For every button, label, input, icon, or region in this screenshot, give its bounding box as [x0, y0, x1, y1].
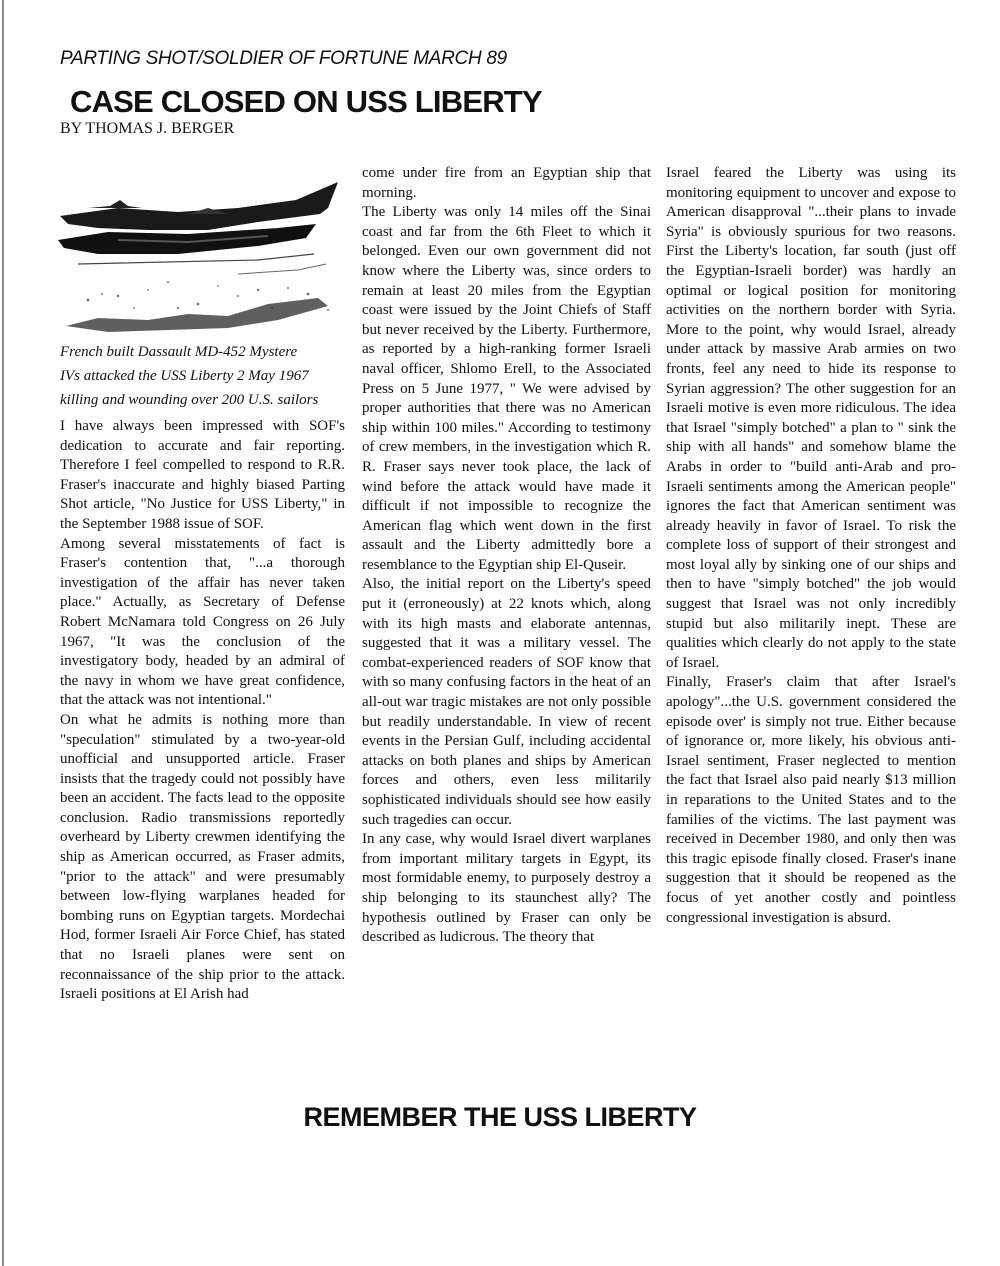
- footer-slogan: REMEMBER THE USS LIBERTY: [303, 1102, 697, 1132]
- article-headline: CASE CLOSED ON USS LIBERTY: [70, 84, 542, 119]
- section-kicker: PARTING SHOT/SOLDIER OF FORTUNE MARCH 89: [60, 48, 507, 69]
- article-column-2: [362, 164, 651, 948]
- jet-aircraft-photo: [58, 178, 348, 338]
- paragraph: come under fire from an Egyptian ship that morning.: [362, 165, 651, 201]
- paragraph: In any case, why would Israel divert warplanes from important military targets in Egypt, its most formidable enemy, to purposely destroy a ship belonging to its staunchest ally? The hypothesis outlined by Fraser can only be described as ludicrous. The theory that: [362, 831, 651, 946]
- article-column-1: [60, 417, 345, 1005]
- article-byline: BY THOMAS J. BERGER: [60, 120, 235, 137]
- paragraph: The Liberty was only 14 miles off the Sinai coast and far from the 6th Fleet to which it belonged. Even our own government did not know where the Liberty was, since orders to remain at least 20 miles from the Egyptian coast were issued by the Joint Chiefs of Staff but never received by the Liberty. Furthermore, as reported by a high-ranking former Israeli naval officer, Shlomo Erell, to the Associated Press on 5 June 1977, " We were advised by proper authorities that there was no American ship within 100 miles." According to testimony of crew members, in the investigation which R. R. Fraser says never took place, the lack of wind before the attack would have made it difficult if not impossible to recognize the American flag which went down in the first assault and the Liberty admittedly bore a resemblance to the Egyptian ship El-Quseir.: [362, 204, 651, 573]
- jet-aircraft-formation-icon: [58, 178, 348, 338]
- paragraph: On what he admits is nothing more than "speculation" stimulated by a two-year-old unofficial and unsupported article. Fraser insists that the tragedy could not possibly have been an accident. The facts lead to the opposite conclusion. Radio transmissions reportedly overheard by Liberty crewmen identifying the ship as American occurred, as Fraser admits, "prior to the attack" and were presumably between low-flying warplanes headed for bombing runs on Egyptian targets. Mordechai Hod, former Israeli Air Force Chief, has stated that no Israeli planes were sent on reconnaissance of the ship prior to the attack. Israeli positions at El Arish had: [60, 711, 345, 1003]
- paragraph: Among several misstatements of fact is Fraser's contention that, "...a thorough investigation of the affair has never taken place." Actually, as Secretary of Defense Robert McNamara told Congress on 26 July 1967, "It was the conclusion of the investigatory body, headed by an admiral of the navy in whom we have great confidence, that the attack was not intentional.": [60, 535, 345, 709]
- photo-caption: [60, 340, 360, 412]
- caption-line: French built Dassault MD-452 Mystere: [60, 344, 298, 360]
- caption-line: IVs attacked the USS Liberty 2 May 1967: [60, 368, 309, 384]
- page-edge-rule: [2, 0, 4, 1266]
- paragraph: Finally, Fraser's claim that after Israel's apology"...the U.S. government considered the episode over' is simply not true. Either because of ignorance or, more likely, his obvious anti-Israel sentiment, Fraser neglected to mention the fact that Israel also paid nearly $13 million in reparations to the United States and to the families of the victims. The last payment was received in December 1980, and only then was this tragic episode finally closed. Fraser's inane suggestion that it should be reopened as the focus of yet another costly and pointless congressional investigation is absurd.: [666, 674, 956, 926]
- paragraph: Also, the initial report on the Liberty's speed put it (erroneously) at 22 knots which, along with its high masts and elaborate antennas, suggested that it was a military vessel. The combat-experienced readers of SOF know that with so many confusing factors in the heat of an all-out war tragic mistakes are not only possible but readily understandable. In view of recent events in the Persian Gulf, including accidental attacks on both planes and ships by American forces and others, even less militarily sophisticated individuals should see how easily such tragedies can occur.: [362, 576, 651, 828]
- paragraph: Israel feared the Liberty was using its monitoring equipment to uncover and expose to American disapproval "...their plans to invade Syria" is obviously spurious for two reasons. First the Liberty's location, far south (just off the Egyptian-Israeli border) was hardly an optimal or logical position for monitoring activities on the northern border with Syria. More to the point, why would Israel, already under attack by massive Arab armies on two fronts, feel any need to hide its response to Syrian aggression? The other suggestion for an Israeli motive is even more ridiculous. The idea that Israel "simply botched" a plan to " sink the ship with all hands" and somehow blame the Arabs in order to "build anti-Arab and pro-Israeli sentiments among the American people" ignores the fact that American sentiment was already heavily in favor of Israel. To risk the complete loss of support of their strongest and most loyal ally by sinking one of our ships and then to have "simply botched" the job would suggest that Israel was not only incredibly stupid but also militarily inept. These are qualities which clearly do not apply to the state of Israel.: [666, 165, 956, 671]
- article-column-3: [666, 164, 956, 928]
- caption-line: killing and wounding over 200 U.S. sailors: [60, 392, 319, 408]
- paragraph: I have always been impressed with SOF's dedication to accurate and fair reporting. Therefore I feel compelled to respond to R.R. Fraser's inaccurate and highly biased Parting Shot article, "No Justice for USS Liberty," in the September 1988 issue of SOF.: [60, 418, 345, 532]
